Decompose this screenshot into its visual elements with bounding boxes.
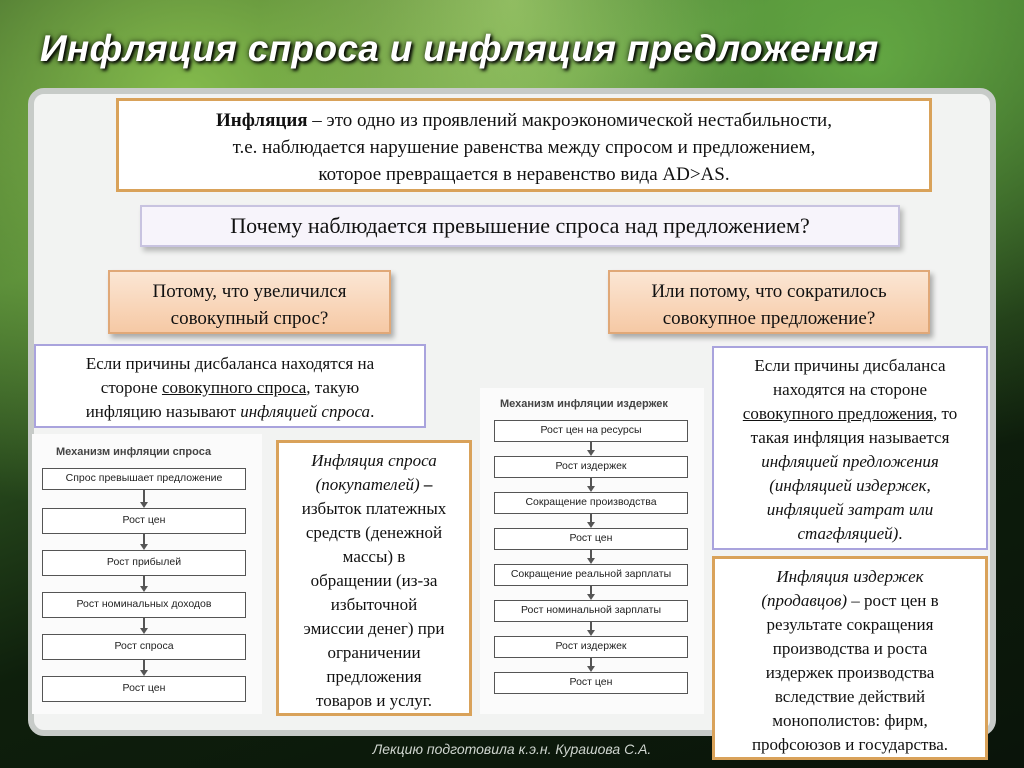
demand-note-line-2-pre: стороне <box>100 378 162 397</box>
cost-def-line: профсоюзов и государства. <box>751 735 949 754</box>
demand-def-line: средств (денежной <box>305 523 443 542</box>
question-box: Почему наблюдается превышение спроса над предложением? <box>140 205 900 247</box>
answer-supply-line-1: Или потому, что сократилось <box>651 281 887 302</box>
scheme-step: Рост цен <box>494 672 688 694</box>
demand-note-italic: инфляцией спроса <box>240 402 371 421</box>
cost-def-line: результате сокращения <box>766 615 934 634</box>
demand-def-line: ограничении <box>327 643 421 662</box>
supply-note-line-8 <box>714 522 986 546</box>
scheme-arrow <box>590 658 592 670</box>
scheme-step: Рост издержек <box>494 456 688 478</box>
demand-def-line: товаров и услуг. <box>315 691 432 710</box>
supply-note-line-6: (инфляцией издержек, <box>769 476 931 495</box>
demand-note-line-1: Если причины дисбаланса находятся на <box>85 354 375 373</box>
answer-supply-line-2: совокупное предложение? <box>662 308 876 329</box>
demand-def-line: эмиссии денег) при <box>303 619 445 638</box>
scheme-arrow <box>590 550 592 562</box>
demand-inflation-definition <box>276 440 472 716</box>
demand-def-line: избыток платежных <box>301 499 447 518</box>
supply-note-line-3-post: , то <box>932 404 958 423</box>
scheme-arrow <box>143 618 145 632</box>
scheme-step: Рост прибылей <box>42 550 246 576</box>
supply-note-line-1: Если причины дисбаланса <box>754 356 946 375</box>
scheme-arrow <box>590 478 592 490</box>
demand-note-line-3-pre: инфляцию называют <box>85 402 241 421</box>
cost-scheme-title: Механизм инфляции издержек <box>500 398 668 410</box>
scheme-step: Рост номинальных доходов <box>42 592 246 618</box>
scheme-step: Рост цен <box>42 508 246 534</box>
answer-supply-box <box>608 270 930 334</box>
definition-line-1 <box>119 107 929 134</box>
demand-def-line: избыточной <box>330 595 418 614</box>
demand-scheme-title: Механизм инфляции спроса <box>56 446 212 458</box>
scheme-arrow <box>590 514 592 526</box>
definition-term: Инфляция <box>216 110 308 131</box>
supply-note-line-4: такая инфляция называется <box>750 428 950 447</box>
scheme-step: Рост цен <box>42 676 246 702</box>
demand-note-box <box>34 344 426 428</box>
scheme-arrow <box>590 622 592 634</box>
demand-note-line-3 <box>36 400 424 424</box>
supply-note-line-2: находятся на стороне <box>772 380 927 399</box>
demand-mechanism-scheme <box>32 434 262 714</box>
scheme-step: Спрос превышает предложение <box>42 468 246 490</box>
cost-def-italic-1: Инфляция издержек <box>776 567 924 586</box>
scheme-arrow <box>143 576 145 590</box>
cost-def-line: вследствие действий <box>774 687 926 706</box>
cost-def-line: производства и роста <box>772 639 928 658</box>
supply-note-italic: стагфляцией) <box>797 524 899 543</box>
scheme-step: Рост цен на ресурсы <box>494 420 688 442</box>
definition-box <box>116 98 932 192</box>
demand-note-underlined: совокупного спроса <box>161 378 307 397</box>
scheme-step: Рост спроса <box>42 634 246 660</box>
scheme-arrow <box>590 442 592 454</box>
supply-note-box <box>712 346 988 550</box>
cost-def-line: монополистов: фирм, <box>772 711 928 730</box>
supply-note-line-3 <box>714 402 986 426</box>
answer-demand-line-2: совокупный спрос? <box>170 308 329 329</box>
supply-note-line-5: инфляцией предложения <box>761 452 939 471</box>
scheme-arrow <box>143 660 145 674</box>
demand-def-italic-1: Инфляция спроса <box>311 451 437 470</box>
definition-line-3: которое превращается в неравенство вида AD>AS. <box>318 164 730 185</box>
demand-note-line-3-post: . <box>370 402 375 421</box>
footer-credit: Лекцию подготовила к.э.н. Курашова С.А. <box>372 741 652 757</box>
demand-def-line: предложения <box>326 667 422 686</box>
supply-note-line-8-post: . <box>898 524 903 543</box>
slide-title: Инфляция спроса и инфляция предложения <box>40 28 879 69</box>
scheme-step: Рост номинальной зарплаты <box>494 600 688 622</box>
demand-def-line: обращении (из-за <box>310 571 438 590</box>
cost-inflation-definition <box>712 556 988 760</box>
scheme-step: Сокращение производства <box>494 492 688 514</box>
demand-def-dash: – <box>419 475 433 494</box>
cost-mechanism-scheme <box>480 388 704 714</box>
definition-line-1-rest: – это одно из проявлений макроэкономической нестабильности, <box>307 110 832 131</box>
cost-def-rest-2: – рост цен в <box>847 591 939 610</box>
scheme-arrow <box>590 586 592 598</box>
cost-def-line-2 <box>715 589 985 613</box>
demand-def-line: массы) в <box>342 547 406 566</box>
cost-def-italic-2: (продавцов) <box>761 591 847 610</box>
cost-def-line: издержек производства <box>765 663 935 682</box>
demand-def-italic-2: (покупателей) <box>315 475 420 494</box>
answer-demand-line-1: Потому, что увеличился <box>152 281 347 302</box>
scheme-step: Рост цен <box>494 528 688 550</box>
scheme-arrow <box>143 534 145 548</box>
demand-def-line-2 <box>279 473 469 497</box>
scheme-step: Сокращение реальной зарплаты <box>494 564 688 586</box>
supply-note-underlined: совокупного предложения <box>742 404 933 423</box>
scheme-step: Рост издержек <box>494 636 688 658</box>
demand-note-line-2 <box>36 376 424 400</box>
supply-note-line-7: инфляцией затрат или <box>766 500 934 519</box>
scheme-arrow <box>143 490 145 506</box>
answer-demand-box <box>108 270 391 334</box>
demand-note-line-2-post: , такую <box>306 378 360 397</box>
definition-line-2: т.е. наблюдается нарушение равенства между спросом и предложением, <box>232 137 816 158</box>
